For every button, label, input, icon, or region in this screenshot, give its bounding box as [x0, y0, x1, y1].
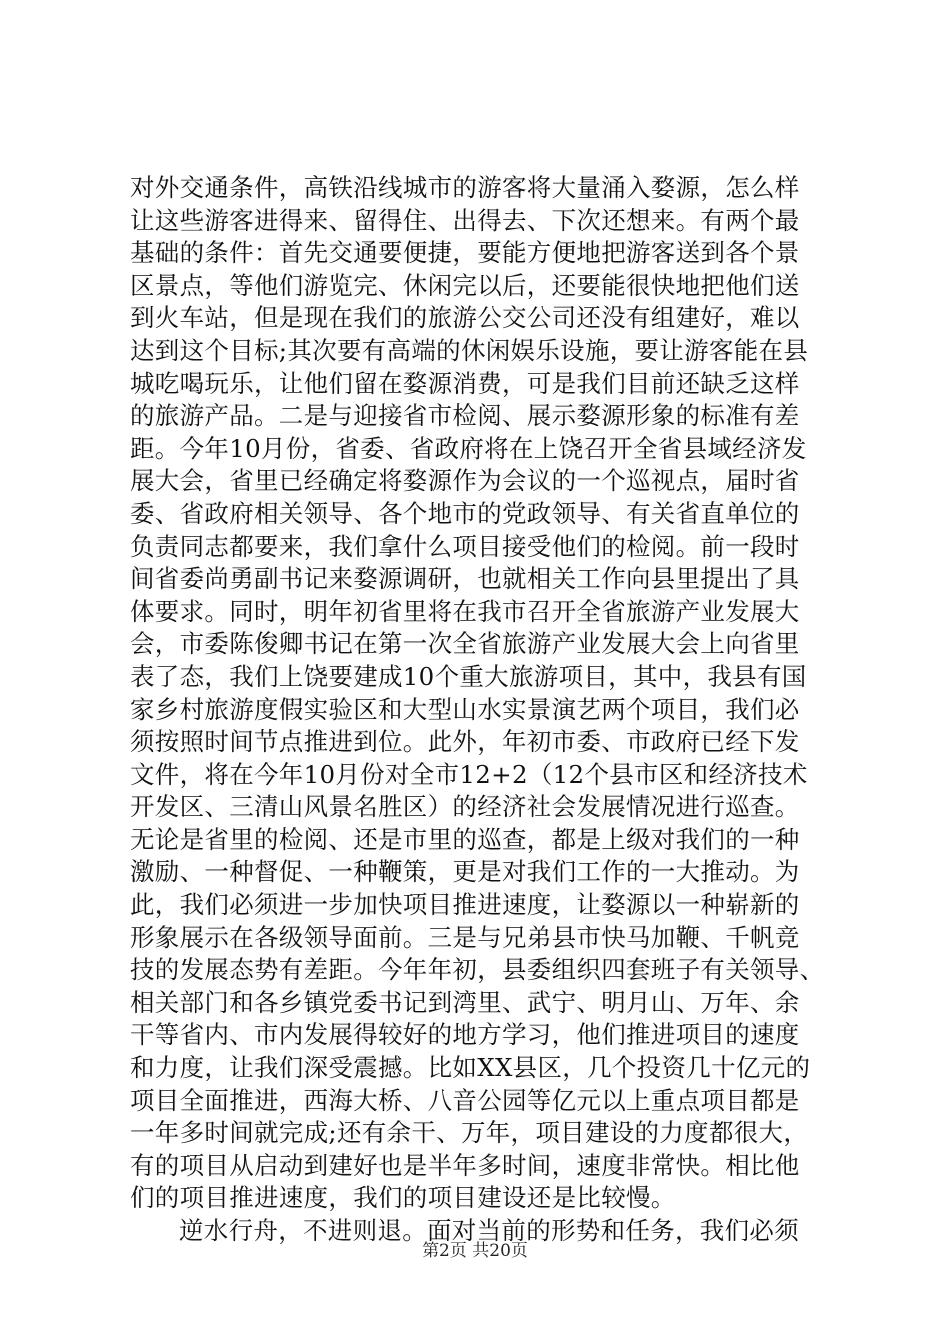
- text-line: 到火车站，但是现在我们的旅游公交公司还没有组建好，难以: [130, 303, 800, 333]
- text-line: 间省委尚勇副书记来婺源调研，也就相关工作向县里提出了具: [130, 564, 800, 594]
- paragraph-start-line: 逆水行舟，不进则退。面对当前的形势和任务，我们必须: [179, 1216, 799, 1245]
- text-line: 会，市委陈俊卿书记在第一次全省旅游产业发展大会上向省里: [130, 629, 800, 659]
- text-line: 项目全面推进，西海大桥、八音公园等亿元以上重点项目都是: [130, 1085, 800, 1115]
- text-line: 城吃喝玩乐，让他们留在婺源消费，可是我们目前还缺乏这样: [130, 368, 800, 398]
- text-line: 们的项目推进速度，我们的项目建设还是比较慢。: [130, 1183, 676, 1213]
- text-line: 有的项目从启动到建好也是半年多时间，速度非常快。相比他: [130, 1150, 800, 1180]
- text-line: 家乡村旅游度假实验区和大型山水实景演艺两个项目，我们必: [130, 694, 800, 724]
- text-line: 委、省政府相关领导、各个地市的党政领导、有关省直单位的: [130, 498, 800, 528]
- text-line: 负责同志都要来，我们拿什么项目接受他们的检阅。前一段时: [130, 531, 800, 561]
- text-line: 和力度，让我们深受震撼。比如XX县区，几个投资几十亿元的: [130, 1053, 811, 1083]
- text-line: 一年多时间就完成;还有余干、万年，项目建设的力度都很大，: [130, 1118, 809, 1148]
- text-line: 此，我们必须进一步加快项目推进速度，让婺源以一种崭新的: [130, 890, 800, 920]
- text-line: 形象展示在各级领导面前。三是与兄弟县市快马加鞭、千帆竞: [130, 922, 800, 952]
- text-line: 距。今年10月份，省委、省政府将在上饶召开全省县域经济发: [130, 433, 807, 463]
- text-line: 开发区、三清山风景名胜区）的经济社会发展情况进行巡查。: [130, 792, 800, 822]
- page-footer: 第2页 共20页: [422, 1241, 528, 1261]
- text-line: 激励、一种督促、一种鞭策，更是对我们工作的一大推动。为: [130, 857, 800, 887]
- text-line: 相关部门和各乡镇党委书记到湾里、武宁、明月山、万年、余: [130, 987, 800, 1017]
- text-line: 无论是省里的检阅、还是市里的巡查，都是上级对我们的一种: [130, 824, 800, 854]
- text-line: 体要求。同时，明年初省里将在我市召开全省旅游产业发展大: [130, 596, 800, 626]
- text-line: 对外交通条件，高铁沿线城市的游客将大量涌入婺源，怎么样: [130, 173, 800, 202]
- text-line: 让这些游客进得来、留得住、出得去、下次还想来。有两个最: [130, 205, 800, 235]
- text-line: 的旅游产品。二是与迎接省市检阅、展示婺源形象的标准有差: [130, 401, 800, 431]
- text-line: 技的发展态势有差距。今年年初，县委组织四套班子有关领导、: [130, 955, 825, 985]
- text-line: 展大会，省里已经确定将婺源作为会议的一个巡视点，届时省: [130, 466, 800, 496]
- body-text: [130, 172, 830, 1248]
- text-line: 区景点，等他们游览完、休闲完以后，还要能很快地把他们送: [130, 270, 800, 300]
- text-line: 基础的条件：首先交通要便捷，要能方便地把游客送到各个景: [130, 238, 800, 268]
- text-line: 表了态，我们上饶要建成10个重大旅游项目，其中，我县有国: [130, 661, 807, 691]
- text-line: 干等省内、市内发展得较好的地方学习，他们推进项目的速度: [130, 1020, 800, 1050]
- text-line: 须按照时间节点推进到位。此外，年初市委、市政府已经下发: [130, 727, 800, 757]
- text-line: 达到这个目标;其次要有高端的休闲娱乐设施，要让游客能在县: [130, 335, 809, 365]
- text-line: 文件，将在今年10月份对全市12+2（12个县市区和经济技术: [130, 759, 808, 789]
